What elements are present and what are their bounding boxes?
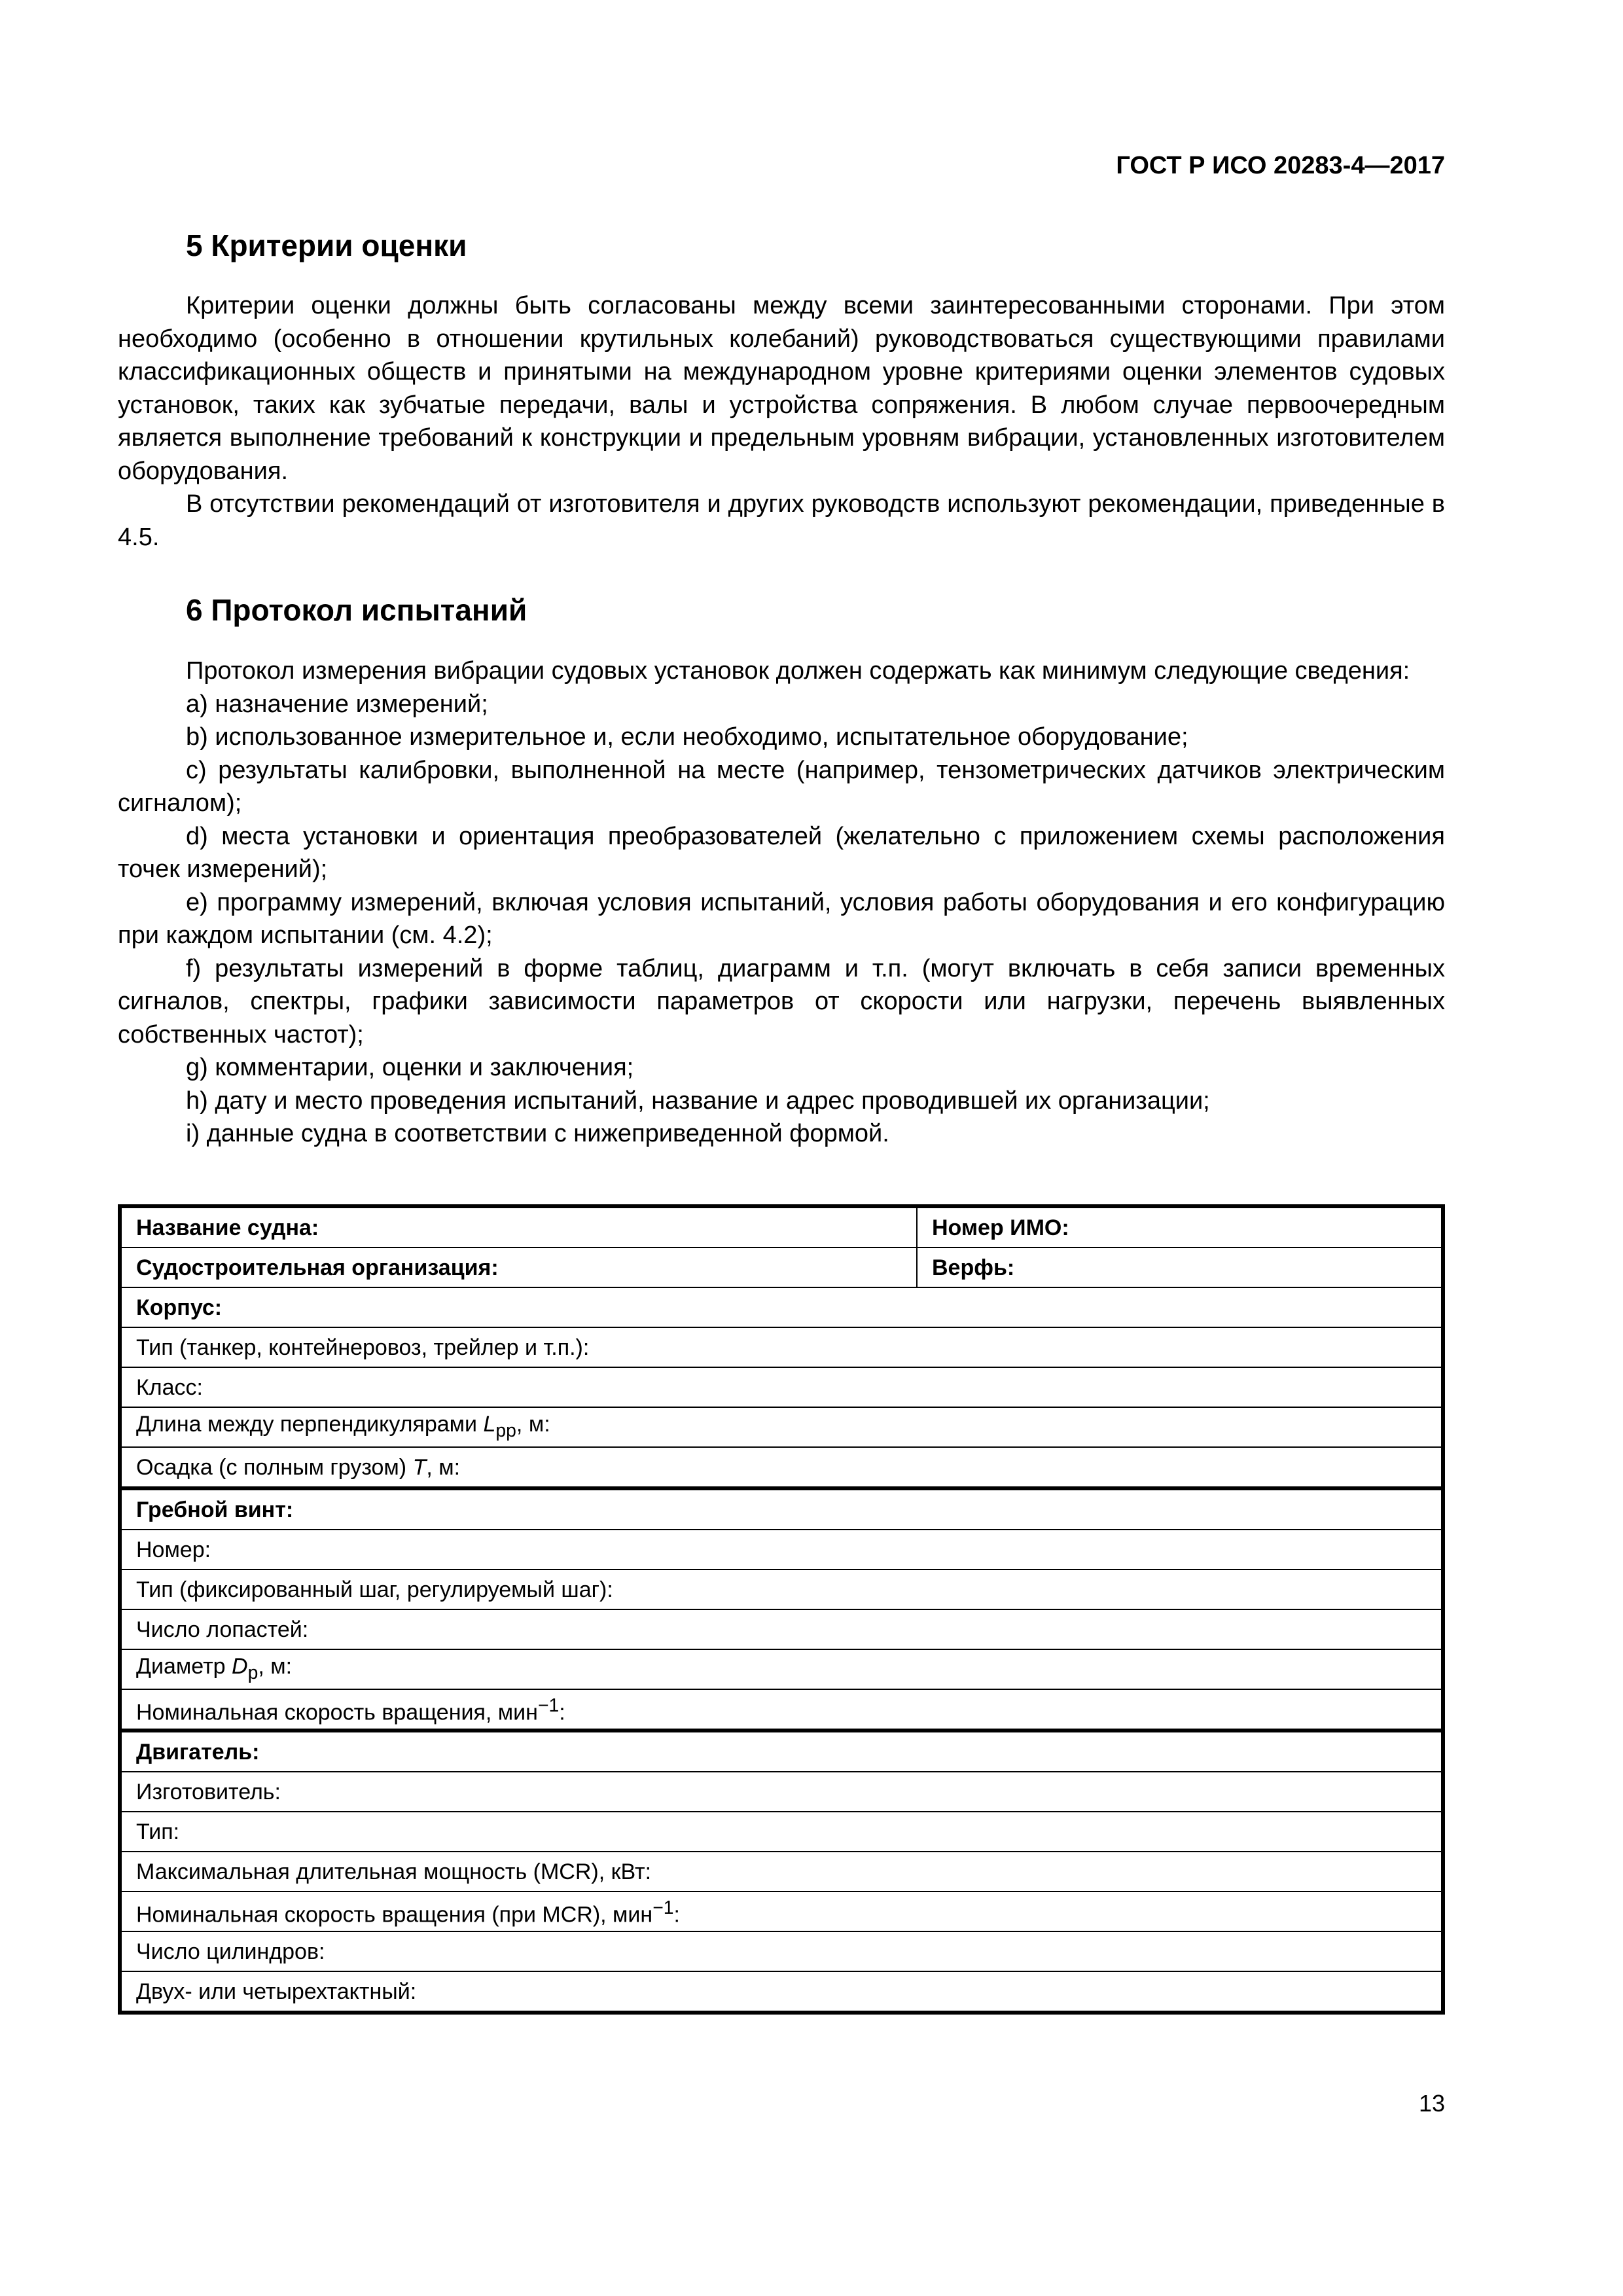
- table-row: [120, 1772, 1443, 1812]
- table-row: [120, 1852, 1443, 1892]
- section-6-body: [118, 655, 1445, 1151]
- engine-mcr-field: Максимальная длительная мощность (MCR), кВт:: [120, 1852, 1443, 1892]
- propeller-number-field: Номер:: [120, 1530, 1443, 1570]
- table-row: [120, 1649, 1443, 1689]
- table-row: [120, 1488, 1443, 1530]
- list-item: d) места установки и ориентация преобразователей (желательно с приложением схемы расположения точек измерений);: [118, 822, 1445, 883]
- paragraph: В отсутствии рекомендаций от изготовителя и других руководств используют рекомендации, приведенные в 4.5.: [118, 490, 1445, 551]
- hull-type-field: Тип (танкер, контейнеровоз, трейлер и т.п.):: [120, 1327, 1443, 1367]
- propeller-heading: Гребной винт:: [120, 1488, 1443, 1530]
- ship-data-form: [118, 1204, 1445, 2015]
- shipbuilder-field: Судостроительная организация:: [120, 1247, 917, 1287]
- table-row: [120, 1327, 1443, 1367]
- document-header: ГОСТ Р ИСО 20283-4—2017: [1116, 152, 1445, 179]
- paragraph: Критерии оценки должны быть согласованы между всеми заинтересованными сторонами. При этом необходимо (особенно в отношении крутильных колебаний) руководствоваться существующими правилами классификационных обществ и принятыми на международном уровне критериями оценки элементов судовых установок, таких как зубчатые передачи, валы и устройства сопряжения. В любом случае первоочередным является выполнение требований к конструкции и предельным уровням вибрации, установленных изготовителем оборудования.: [118, 292, 1445, 485]
- hull-length-field: Длина между перпендикулярами $L_{pp}$, м:: [120, 1407, 1443, 1447]
- page-number: 13: [1418, 2090, 1445, 2117]
- table-row: [120, 1447, 1443, 1488]
- table-row: [120, 1892, 1443, 1931]
- hull-heading: Корпус:: [120, 1287, 1443, 1327]
- table-row: [120, 1931, 1443, 1971]
- table-row: [120, 1570, 1443, 1609]
- paragraph: Протокол измерения вибрации судовых установок должен содержать как минимум следующие сведения:: [186, 657, 1410, 685]
- shipyard-field: Верфь:: [917, 1247, 1443, 1287]
- propeller-type-field: Тип (фиксированный шаг, регулируемый шаг):: [120, 1570, 1443, 1609]
- section-6-title: 6 Протокол испытаний: [186, 593, 527, 627]
- table-row: [120, 1530, 1443, 1570]
- list-item: g) комментарии, оценки и заключения;: [186, 1054, 634, 1081]
- table-row: [120, 1287, 1443, 1327]
- list-item: b) использованное измерительное и, если необходимо, испытательное оборудование;: [186, 723, 1188, 751]
- imo-number-field: Номер ИМО:: [917, 1206, 1443, 1247]
- table-row: [120, 1247, 1443, 1287]
- table-row: [120, 1689, 1443, 1731]
- table-row: [120, 1407, 1443, 1447]
- table-row: [120, 1812, 1443, 1852]
- list-item: h) дату и место проведения испытаний, название и адрес проводившей их организации;: [186, 1086, 1210, 1115]
- table-row: [120, 1971, 1443, 2013]
- engine-cylinders-field: Число цилиндров:: [120, 1931, 1443, 1971]
- table-row: [120, 1609, 1443, 1649]
- table-row: [120, 1367, 1443, 1407]
- list-item: е) программу измерений, включая условия испытаний, условия работы оборудования и его конфигурацию при каждом испытании (см. 4.2);: [118, 888, 1445, 949]
- engine-manufacturer-field: Изготовитель:: [120, 1772, 1443, 1812]
- propeller-speed-field: Номинальная скорость вращения, мин$^{-1}$:: [120, 1689, 1443, 1731]
- hull-class-field: Класс:: [120, 1367, 1443, 1407]
- hull-draft-field: Осадка (с полным грузом) T, м:: [120, 1447, 1443, 1488]
- list-item: с) результаты калибровки, выполненной на месте (например, тензометрических датчиков электрическим сигналом);: [118, 756, 1445, 817]
- list-item: f) результаты измерений в форме таблиц, диаграмм и т.п. (могут включать в себя записи временных сигналов, спектры, графики зависимости параметров от скорости или нагрузки, перечень выявленных собственных частот);: [118, 954, 1445, 1049]
- section-5-title: 5 Критерии оценки: [186, 228, 467, 262]
- engine-type-field: Тип:: [120, 1812, 1443, 1852]
- propeller-diameter-field: Диаметр $D_p$, м:: [120, 1649, 1443, 1689]
- table-row: [120, 1206, 1443, 1247]
- ship-name-field: Название судна:: [120, 1206, 917, 1247]
- engine-speed-field: Номинальная скорость вращения (при MCR), мин$^{-1}$:: [120, 1892, 1443, 1931]
- engine-heading: Двигатель:: [120, 1731, 1443, 1772]
- list-item: а) назначение измерений;: [186, 690, 488, 718]
- section-5-body: [118, 289, 1445, 554]
- table-row: [120, 1731, 1443, 1772]
- propeller-blades-field: Число лопастей:: [120, 1609, 1443, 1649]
- engine-stroke-field: Двух- или четырехтактный:: [120, 1971, 1443, 2013]
- list-item: i) данные судна в соответствии с нижеприведенной формой.: [186, 1120, 889, 1147]
